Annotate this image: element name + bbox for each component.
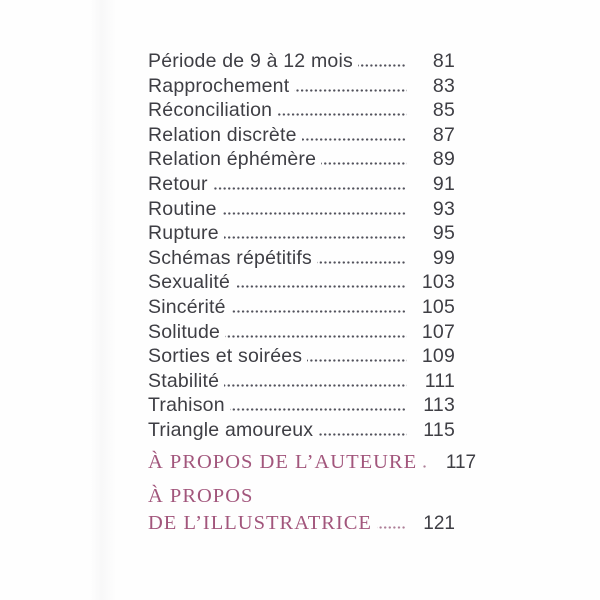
dot-leader (302, 138, 407, 141)
toc-entry-page: 115 (423, 418, 455, 441)
dot-leader (235, 285, 407, 288)
dot-leader (225, 335, 407, 338)
dot-leader (358, 64, 407, 67)
dot-leader (224, 384, 407, 387)
toc-section-title-line2-row (148, 509, 455, 538)
toc-section-auteure (148, 449, 477, 476)
toc-entry (148, 50, 455, 75)
toc-entry-title: Rupture (148, 222, 219, 245)
toc-entry-title: Sexualité (148, 271, 231, 294)
toc-entry-page: 91 (432, 172, 455, 195)
toc-entry-page: 87 (432, 123, 455, 146)
dot-leader (422, 465, 428, 468)
toc-entry (148, 321, 455, 346)
toc-entry (148, 75, 455, 100)
toc-entry-title: Relation éphémère (148, 148, 317, 171)
page-edge-shadow (90, 0, 116, 600)
dot-leader (307, 359, 407, 362)
dot-leader (277, 113, 407, 116)
toc-entry-page: 89 (432, 148, 455, 171)
toc-entry-page: 107 (421, 320, 455, 343)
dot-leader (222, 212, 407, 215)
toc-entry-page: 83 (432, 74, 455, 97)
dot-leader (230, 408, 407, 411)
dot-leader (213, 187, 407, 190)
toc-entry-page: 85 (432, 99, 455, 122)
toc-entry (148, 345, 455, 370)
toc-section-page: 121 (423, 513, 455, 534)
toc-entry (148, 148, 455, 173)
toc-entry-title: Période de 9 à 12 mois (148, 50, 353, 72)
toc-entry-page: 103 (421, 271, 455, 294)
toc-entry-title: Triangle amoureux (148, 418, 314, 441)
toc-entry-title: Routine (148, 197, 217, 220)
toc-entry-page: 113 (423, 394, 455, 417)
toc-entry (148, 394, 455, 419)
toc-entry-page: 93 (432, 197, 455, 220)
toc-entry (148, 99, 455, 124)
toc-entry-title: Stabilité (148, 369, 220, 392)
toc-entry-title: Retour (148, 172, 208, 195)
toc-section-illustratrice (148, 483, 455, 538)
dot-leader (321, 162, 407, 165)
toc-entry-page: 109 (421, 345, 455, 368)
toc-entry-title: Schémas répétitifs (148, 246, 312, 269)
toc-entry-page: 111 (424, 369, 455, 392)
toc-entry-title: Sorties et soirées (148, 345, 303, 368)
toc-entry (148, 296, 455, 321)
toc-entry-title: Réconciliation (148, 99, 273, 122)
toc-entry-page: 105 (421, 295, 455, 318)
toc-entry (148, 222, 455, 247)
toc-section-title: À PROPOS DE L’AUTEURE (148, 451, 418, 473)
dot-leader (317, 261, 407, 264)
dot-leader (224, 236, 407, 239)
toc-entry-title: Trahison (148, 394, 225, 417)
dot-leader (377, 526, 407, 529)
toc-entry (148, 419, 455, 444)
toc-section-list (148, 449, 477, 538)
toc-section-page: 117 (445, 452, 477, 473)
toc-section-title-line1: À PROPOS (148, 485, 254, 507)
toc-entry (148, 173, 455, 198)
toc-entry-list (148, 50, 455, 444)
toc-section-title-line2: DE L’ILLUSTRATRICE (148, 512, 372, 534)
dot-leader (294, 89, 407, 92)
toc-entry-title: Sincérité (148, 295, 226, 318)
toc-entry (148, 370, 455, 395)
toc-entry (148, 271, 455, 296)
toc-entry-page: 95 (432, 222, 455, 245)
toc-entry (148, 247, 455, 272)
toc-entry-page: 99 (432, 246, 455, 269)
toc-entry-title: Relation discrète (148, 123, 297, 146)
toc-entry-page: 81 (432, 50, 455, 72)
toc-entry (148, 124, 455, 149)
dot-leader (231, 310, 407, 313)
toc-entry-title: Rapprochement (148, 74, 290, 97)
toc-entry (148, 198, 455, 223)
dot-leader (318, 433, 407, 436)
toc-entry-title: Solitude (148, 320, 221, 343)
